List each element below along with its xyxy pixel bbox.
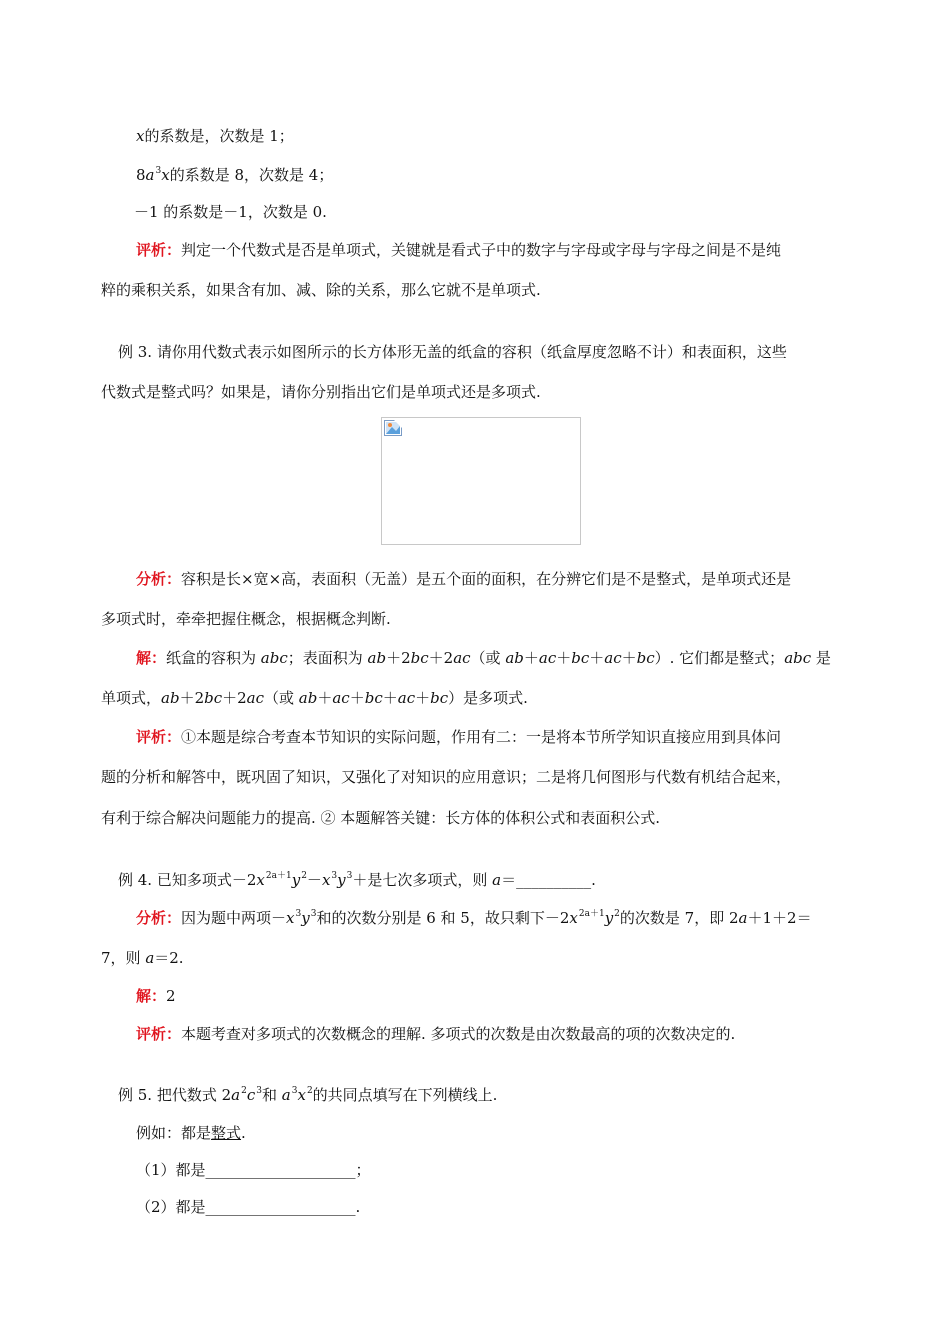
- comment-label: 评析：: [136, 728, 182, 746]
- figure-placeholder: [381, 417, 581, 545]
- text-line: －1 的系数是－1，次数是 0.: [134, 203, 327, 221]
- solution-label: 解：: [136, 987, 167, 1005]
- solution-line: 解：纸盒的容积为 abc；表面积为 ab＋2bc＋2ac（或 ab＋ac＋bc＋ac＋bc）. 它们都是整式；abc 是: [136, 649, 831, 667]
- example-heading: 例 5. 把代数式 $2a^2c^3$和 $a^3x^2$的共同点填写在下列横线上.: [118, 1086, 498, 1104]
- analysis-label: 分析：: [136, 909, 182, 927]
- comment-line: 评析：①本题是综合考查本节知识的实际问题，作用有二：一是将本节所学知识直接应用到具体问: [136, 728, 782, 746]
- text-line: 代数式是整式吗？如果是，请你分别指出它们是单项式还是多项式.: [101, 383, 541, 401]
- text-line: 7，则 a＝2.: [101, 949, 184, 967]
- blank-line: （2）都是____________________.: [136, 1198, 361, 1216]
- comment-label: 评析：: [136, 241, 182, 259]
- text-line: x的系数是，次数是 1；: [136, 127, 294, 145]
- text-line: 例如：都是整式.: [136, 1124, 246, 1142]
- underlined-answer: 整式: [211, 1124, 242, 1142]
- comment-line: 评析：判定一个代数式是否是单项式，关键就是看式子中的数字与字母或字母与字母之间是不是纯: [136, 241, 782, 259]
- analysis-line: 分析：容积是长×宽×高，表面积（无盖）是五个面的面积，在分辨它们是不是整式，是单项式还是: [136, 570, 792, 588]
- text-line: $8a^3x$的系数是 8，次数是 4；: [136, 166, 334, 184]
- comment-line: 评析：本题考查对多项式的次数概念的理解. 多项式的次数是由次数最高的项的次数决定的.: [136, 1025, 736, 1043]
- solution-line: 解：2: [136, 987, 176, 1005]
- text-line: 题的分析和解答中，既巩固了知识，又强化了对知识的应用意识；二是将几何图形与代数有机结合起来，: [101, 768, 792, 786]
- example-heading: 例 4. 已知多项式$-2x^{2a+1}y^2-x^3y^3+$是七次多项式，则 a＝__________.: [118, 871, 596, 889]
- analysis-line: 分析：因为题中两项$-x^3y^3$和的次数分别是 6 和 5，故只剩下$-2x^{2a+1}y^2$的次数是 7，即 2a＋1＋2＝: [136, 909, 812, 927]
- broken-image-icon: [384, 420, 402, 436]
- solution-label: 解：: [136, 649, 167, 667]
- example-heading: 例 3. 请你用代数式表示如图所示的长方体形无盖的纸盒的容积（纸盒厚度忽略不计）和表面积，这些: [118, 343, 787, 361]
- analysis-label: 分析：: [136, 570, 182, 588]
- text-line: 多项式时，牵牵把握住概念，根据概念判断.: [101, 610, 391, 628]
- comment-label: 评析：: [136, 1025, 182, 1043]
- text-line: 粹的乘积关系，如果含有加、减、除的关系，那么它就不是单项式.: [101, 281, 541, 299]
- text-line: 单项式，ab＋2bc＋2ac（或 ab＋ac＋bc＋ac＋bc）是多项式.: [101, 689, 528, 707]
- text-line: 有利于综合解决问题能力的提高. ② 本题解答关键：长方体的体积公式和表面积公式.: [101, 809, 661, 827]
- blank-line: （1）都是____________________；: [136, 1161, 371, 1179]
